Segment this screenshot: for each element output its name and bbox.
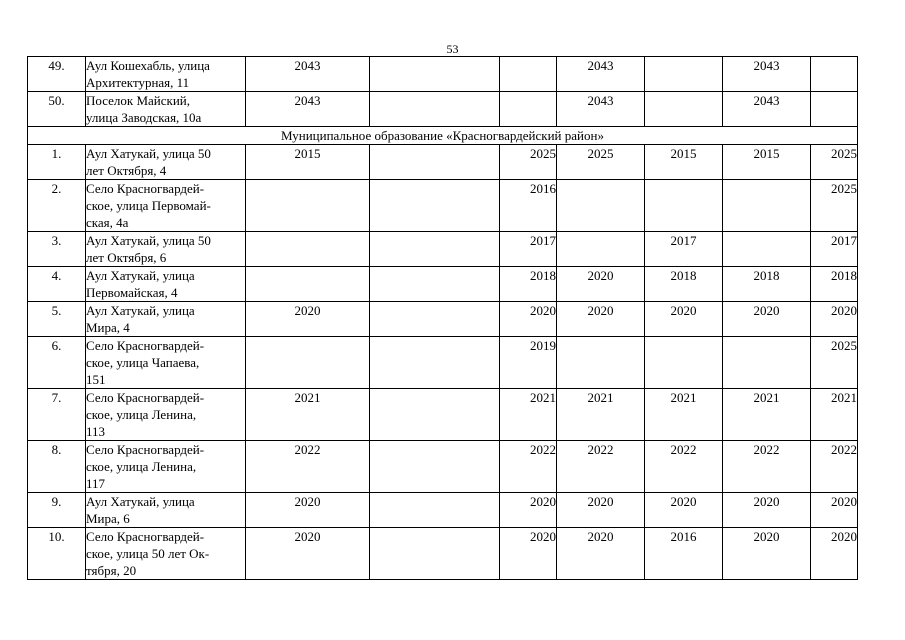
year-cell: 2025: [500, 145, 557, 180]
address-line: Аул Кошехабль, улица: [86, 58, 210, 73]
address-line: Село Красногвардей-: [86, 338, 205, 353]
year-cell: 2022: [811, 441, 858, 493]
address-line: Аул Хатукай, улица 50: [86, 146, 211, 161]
year-cell: 2022: [500, 441, 557, 493]
year-cell: 2018: [811, 267, 858, 302]
year-cell: [723, 232, 811, 267]
row-number: 4.: [28, 267, 86, 302]
year-cell: 2016: [645, 528, 723, 580]
year-cell: 2020: [500, 528, 557, 580]
section-heading: Муниципальное образование «Красногвардейский район»: [28, 127, 858, 145]
address-line: Село Красногвардей-: [86, 529, 205, 544]
year-cell: 2020: [246, 528, 370, 580]
year-cell: [370, 337, 500, 389]
address-cell: [86, 92, 246, 127]
table-row: [28, 337, 858, 389]
year-cell: [370, 180, 500, 232]
address-line: Село Красногвардей-: [86, 390, 205, 405]
year-cell: [500, 57, 557, 92]
table-row: [28, 441, 858, 493]
address-cell: [86, 267, 246, 302]
year-cell: 2043: [723, 92, 811, 127]
year-cell: 2022: [645, 441, 723, 493]
year-cell: 2015: [645, 145, 723, 180]
year-cell: 2021: [557, 389, 645, 441]
year-cell: [246, 232, 370, 267]
address-cell: [86, 302, 246, 337]
table-row: [28, 302, 858, 337]
year-cell: 2043: [246, 92, 370, 127]
year-cell: 2020: [645, 302, 723, 337]
year-cell: 2043: [557, 92, 645, 127]
row-number: 6.: [28, 337, 86, 389]
year-cell: 2025: [557, 145, 645, 180]
year-cell: 2025: [811, 180, 858, 232]
year-cell: [723, 337, 811, 389]
address-line: тября, 20: [86, 563, 137, 578]
year-cell: 2020: [811, 528, 858, 580]
table-row: [28, 493, 858, 528]
table-row: [28, 92, 858, 127]
year-cell: 2022: [723, 441, 811, 493]
address-line: 117: [86, 476, 106, 491]
address-cell: [86, 389, 246, 441]
year-cell: [645, 180, 723, 232]
table-body: [28, 57, 858, 580]
year-cell: [246, 337, 370, 389]
year-cell: 2018: [500, 267, 557, 302]
table-row: [28, 267, 858, 302]
year-cell: 2043: [557, 57, 645, 92]
year-cell: 2020: [246, 302, 370, 337]
year-cell: 2015: [723, 145, 811, 180]
page-number: 53: [446, 42, 459, 56]
address-line: улица Заводская, 10а: [86, 110, 202, 125]
schedule-table: [27, 56, 858, 580]
table-row: [28, 389, 858, 441]
address-line: ское, улица Ленина,: [86, 407, 197, 422]
year-cell: 2025: [811, 145, 858, 180]
row-number: 50.: [28, 92, 86, 127]
year-cell: [370, 302, 500, 337]
address-line: Первомайская, 4: [86, 285, 178, 300]
address-line: Поселок Майский,: [86, 93, 190, 108]
address-line: Село Красногвардей-: [86, 181, 205, 196]
address-cell: [86, 337, 246, 389]
year-cell: [370, 92, 500, 127]
year-cell: 2020: [246, 493, 370, 528]
year-cell: 2021: [811, 389, 858, 441]
section-row: [28, 127, 858, 145]
year-cell: 2022: [246, 441, 370, 493]
address-line: ское, улица 50 лет Ок-: [86, 546, 210, 561]
address-line: ское, улица Чапаева,: [86, 355, 200, 370]
table-row: [28, 180, 858, 232]
year-cell: 2020: [557, 493, 645, 528]
year-cell: 2021: [723, 389, 811, 441]
address-line: лет Октября, 4: [86, 163, 167, 178]
year-cell: [557, 337, 645, 389]
year-cell: 2017: [500, 232, 557, 267]
year-cell: [811, 57, 858, 92]
address-line: 113: [86, 424, 106, 439]
year-cell: [370, 267, 500, 302]
year-cell: [811, 92, 858, 127]
year-cell: [246, 267, 370, 302]
year-cell: 2015: [246, 145, 370, 180]
year-cell: 2020: [645, 493, 723, 528]
table-row: [28, 57, 858, 92]
address-line: Мира, 4: [86, 320, 130, 335]
year-cell: [246, 180, 370, 232]
year-cell: 2020: [557, 302, 645, 337]
row-number: 8.: [28, 441, 86, 493]
year-cell: 2022: [557, 441, 645, 493]
year-cell: [500, 92, 557, 127]
address-line: 151: [86, 372, 106, 387]
year-cell: 2020: [811, 302, 858, 337]
year-cell: [370, 57, 500, 92]
row-number: 10.: [28, 528, 86, 580]
year-cell: [645, 92, 723, 127]
year-cell: [370, 528, 500, 580]
address-cell: [86, 441, 246, 493]
year-cell: [370, 493, 500, 528]
row-number: 1.: [28, 145, 86, 180]
year-cell: 2020: [557, 528, 645, 580]
address-line: Архитектурная, 11: [86, 75, 190, 90]
table-row: [28, 145, 858, 180]
year-cell: 2019: [500, 337, 557, 389]
year-cell: 2017: [645, 232, 723, 267]
address-cell: [86, 493, 246, 528]
address-cell: [86, 232, 246, 267]
year-cell: [723, 180, 811, 232]
year-cell: 2043: [246, 57, 370, 92]
address-line: Аул Хатукай, улица 50: [86, 233, 211, 248]
row-number: 7.: [28, 389, 86, 441]
table-row: [28, 528, 858, 580]
address-cell: [86, 180, 246, 232]
year-cell: 2020: [723, 493, 811, 528]
row-number: 5.: [28, 302, 86, 337]
year-cell: [557, 180, 645, 232]
row-number: 3.: [28, 232, 86, 267]
table-row: [28, 232, 858, 267]
year-cell: [370, 441, 500, 493]
year-cell: [557, 232, 645, 267]
address-line: Аул Хатукай, улица: [86, 303, 195, 318]
year-cell: 2020: [557, 267, 645, 302]
year-cell: [645, 337, 723, 389]
year-cell: 2017: [811, 232, 858, 267]
year-cell: 2020: [500, 302, 557, 337]
address-cell: [86, 145, 246, 180]
year-cell: 2021: [500, 389, 557, 441]
address-line: Аул Хатукай, улица: [86, 494, 195, 509]
year-cell: 2020: [500, 493, 557, 528]
row-number: 2.: [28, 180, 86, 232]
year-cell: [645, 57, 723, 92]
address-line: Село Красногвардей-: [86, 442, 205, 457]
year-cell: 2020: [723, 528, 811, 580]
address-line: ское, улица Первомай-: [86, 198, 211, 213]
year-cell: 2025: [811, 337, 858, 389]
year-cell: 2018: [645, 267, 723, 302]
year-cell: 2021: [645, 389, 723, 441]
address-line: Мира, 6: [86, 511, 130, 526]
year-cell: [370, 232, 500, 267]
address-cell: [86, 528, 246, 580]
year-cell: 2020: [811, 493, 858, 528]
address-line: ское, улица Ленина,: [86, 459, 197, 474]
year-cell: 2043: [723, 57, 811, 92]
year-cell: 2020: [723, 302, 811, 337]
address-line: ская, 4а: [86, 215, 129, 230]
year-cell: 2018: [723, 267, 811, 302]
year-cell: [370, 389, 500, 441]
year-cell: 2016: [500, 180, 557, 232]
row-number: 49.: [28, 57, 86, 92]
year-cell: 2021: [246, 389, 370, 441]
address-cell: [86, 57, 246, 92]
address-line: лет Октября, 6: [86, 250, 167, 265]
address-line: Аул Хатукай, улица: [86, 268, 195, 283]
year-cell: [370, 145, 500, 180]
row-number: 9.: [28, 493, 86, 528]
